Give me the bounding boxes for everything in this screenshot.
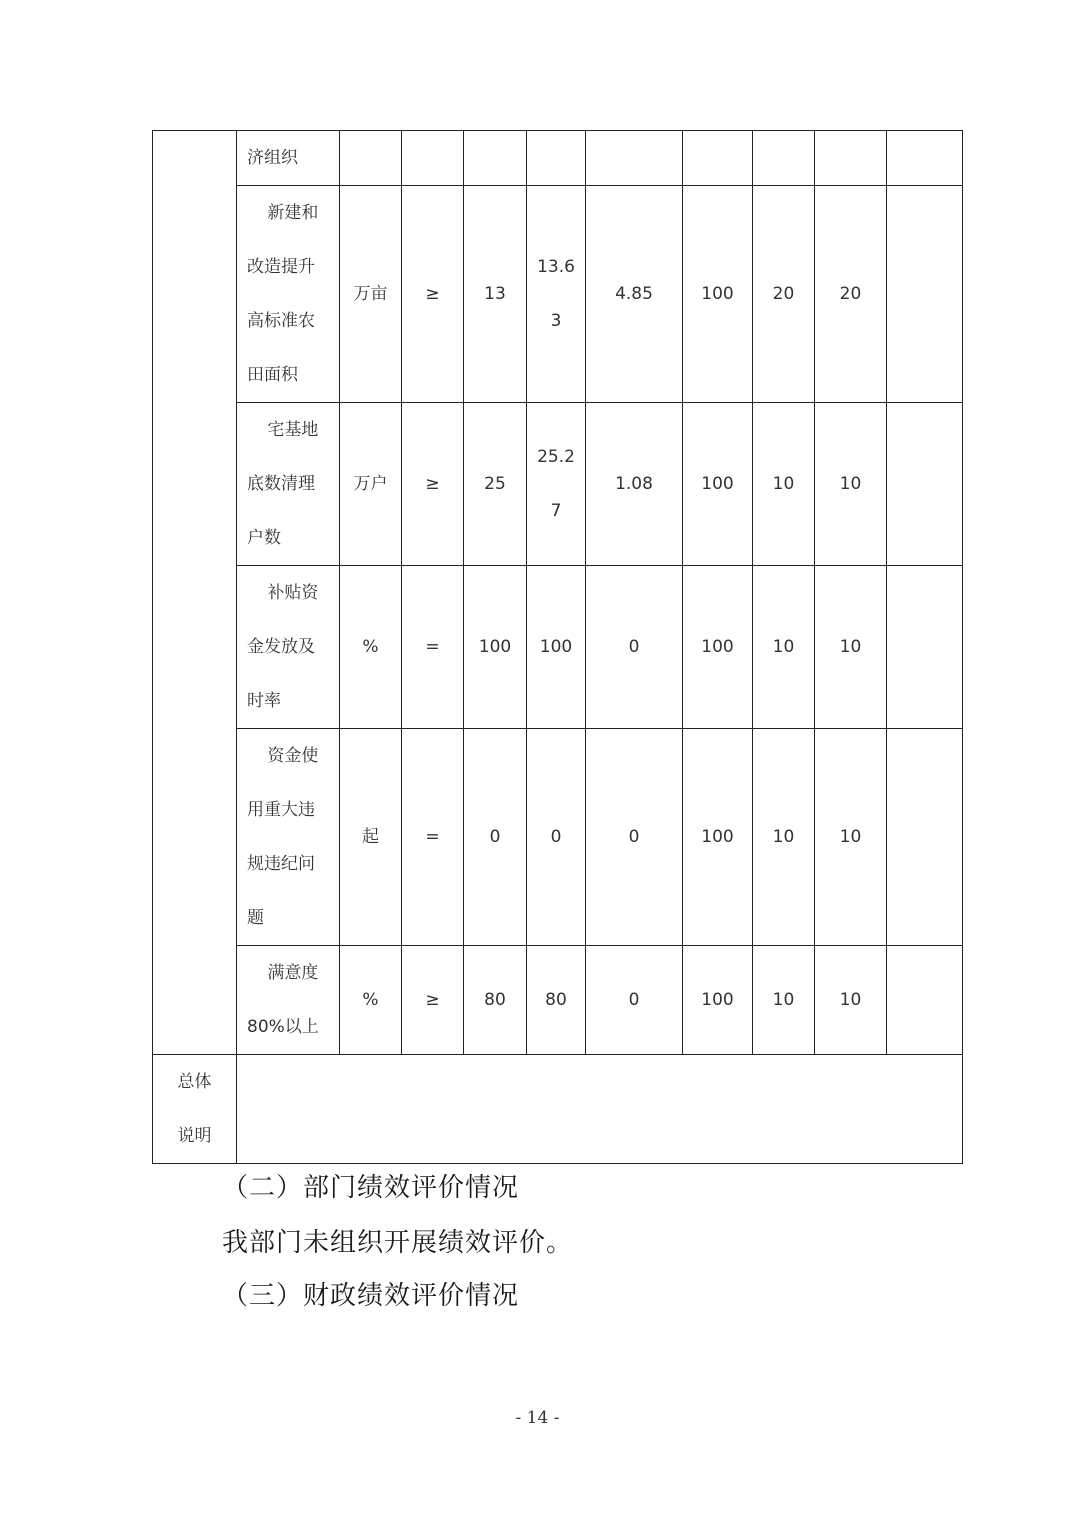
target-cell: 80 bbox=[464, 946, 527, 1055]
note-cell bbox=[887, 403, 963, 566]
target-cell: 0 bbox=[464, 729, 527, 946]
summary-label: 总体说明 bbox=[153, 1055, 237, 1164]
table-row bbox=[153, 186, 963, 403]
actual-cell: 100 bbox=[527, 566, 586, 729]
actual-cell: 13.63 bbox=[527, 186, 586, 403]
category-cell bbox=[153, 131, 237, 1055]
table-row bbox=[153, 729, 963, 946]
note-cell bbox=[887, 186, 963, 403]
deviation-cell: 0 bbox=[586, 566, 683, 729]
deviation-cell: 1.08 bbox=[586, 403, 683, 566]
table-row bbox=[153, 946, 963, 1055]
target-cell: 13 bbox=[464, 186, 527, 403]
target-cell: 25 bbox=[464, 403, 527, 566]
indicator-name: 济组织 bbox=[237, 131, 340, 186]
section-heading-3: （三）财政绩效评价情况 bbox=[222, 1281, 520, 1311]
score-cell: 20 bbox=[815, 186, 887, 403]
operator-cell: ≥ bbox=[402, 186, 464, 403]
score-cell: 10 bbox=[815, 566, 887, 729]
rate-cell: 100 bbox=[683, 186, 753, 403]
deviation-cell: 0 bbox=[586, 729, 683, 946]
unit-cell: 起 bbox=[340, 729, 402, 946]
actual-cell: 0 bbox=[527, 729, 586, 946]
actual-cell: 25.27 bbox=[527, 403, 586, 566]
operator-cell: ≥ bbox=[402, 946, 464, 1055]
summary-text bbox=[237, 1055, 963, 1164]
operator-cell: = bbox=[402, 729, 464, 946]
weight-cell: 10 bbox=[753, 729, 815, 946]
weight-cell: 10 bbox=[753, 403, 815, 566]
weight-cell bbox=[753, 131, 815, 186]
weight-cell: 10 bbox=[753, 566, 815, 729]
weight-cell: 10 bbox=[753, 946, 815, 1055]
indicator-name: 补贴资金发放及时率 bbox=[237, 566, 340, 729]
rate-cell bbox=[683, 131, 753, 186]
note-cell bbox=[887, 729, 963, 946]
indicator-name: 资金使用重大违规违纪问题 bbox=[237, 729, 340, 946]
unit-cell: % bbox=[340, 946, 402, 1055]
summary-row bbox=[153, 1055, 963, 1164]
indicator-name: 宅基地底数清理户数 bbox=[237, 403, 340, 566]
actual-cell: 80 bbox=[527, 946, 586, 1055]
score-cell: 10 bbox=[815, 729, 887, 946]
deviation-cell: 0 bbox=[586, 946, 683, 1055]
unit-cell: 万户 bbox=[340, 403, 402, 566]
unit-cell: 万亩 bbox=[340, 186, 402, 403]
weight-cell: 20 bbox=[753, 186, 815, 403]
rate-cell: 100 bbox=[683, 566, 753, 729]
rate-cell: 100 bbox=[683, 729, 753, 946]
unit-cell bbox=[340, 131, 402, 186]
table-row bbox=[153, 403, 963, 566]
deviation-cell: 4.85 bbox=[586, 186, 683, 403]
performance-table bbox=[152, 130, 963, 1164]
operator-cell: ≥ bbox=[402, 403, 464, 566]
deviation-cell bbox=[586, 131, 683, 186]
note-cell bbox=[887, 946, 963, 1055]
table-row bbox=[153, 566, 963, 729]
section-heading-2: （二）部门绩效评价情况 bbox=[222, 1173, 520, 1203]
indicator-name: 满意度80%以上 bbox=[237, 946, 340, 1055]
target-cell bbox=[464, 131, 527, 186]
operator-cell: = bbox=[402, 566, 464, 729]
target-cell: 100 bbox=[464, 566, 527, 729]
rate-cell: 100 bbox=[683, 403, 753, 566]
score-cell: 10 bbox=[815, 403, 887, 566]
page-number: - 14 - bbox=[515, 1408, 560, 1428]
operator-cell bbox=[402, 131, 464, 186]
unit-cell: % bbox=[340, 566, 402, 729]
actual-cell bbox=[527, 131, 586, 186]
note-cell bbox=[887, 131, 963, 186]
rate-cell: 100 bbox=[683, 946, 753, 1055]
table-row bbox=[153, 131, 963, 186]
note-cell bbox=[887, 566, 963, 729]
score-cell: 10 bbox=[815, 946, 887, 1055]
indicator-name: 新建和改造提升高标准农田面积 bbox=[237, 186, 340, 403]
score-cell bbox=[815, 131, 887, 186]
section-body-2: 我部门未组织开展绩效评价。 bbox=[222, 1228, 574, 1258]
